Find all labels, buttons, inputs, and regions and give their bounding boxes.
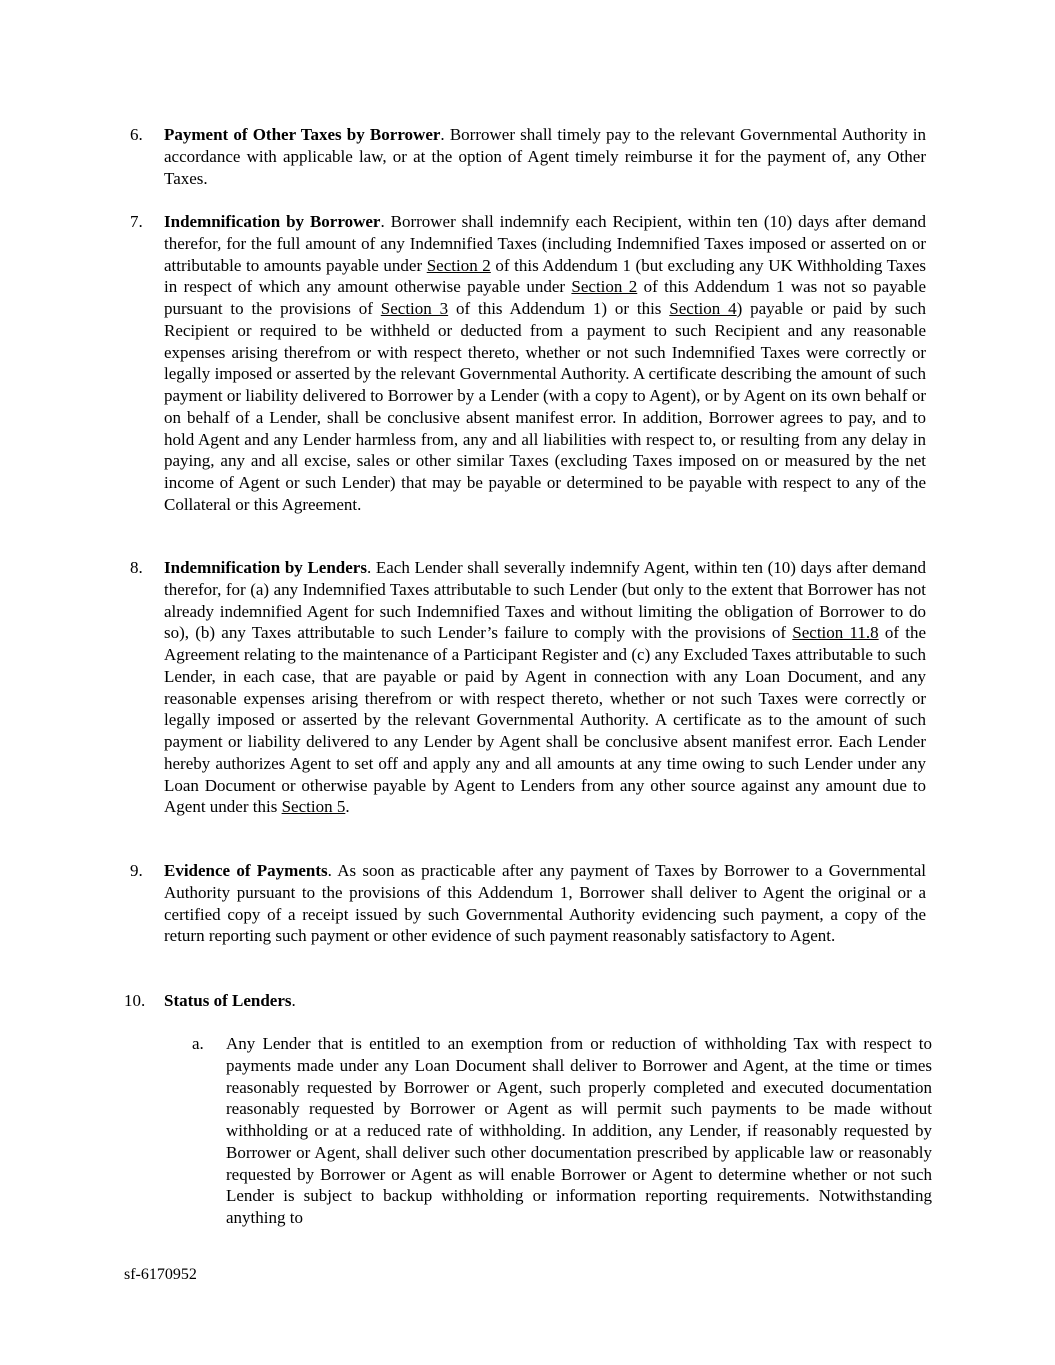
clause-text	[164, 860, 926, 947]
clause-heading: Evidence of Payments	[164, 861, 328, 880]
clause-number: 6.	[130, 125, 143, 144]
subclause-a	[192, 1033, 932, 1229]
clause-text	[164, 211, 926, 516]
clause-6	[130, 124, 926, 189]
clause-number: 8.	[130, 558, 143, 577]
clause-body: . Borrower shall indemnify each Recipient, within ten (10) days after demand therefor, for the full amount of any Indemnified Taxes (including Indemnified Taxes imposed or asserted on or attributable to amounts payable under	[164, 212, 927, 275]
clause-heading: Indemnification by Borrower	[164, 212, 381, 231]
clause-body: of this Addendum 1 was not so payable pursuant to the provisions of	[164, 277, 927, 318]
clause-body: .	[291, 991, 296, 1010]
clause-body: . Borrower shall timely pay to the relevant Governmental Authority in accordance with applicable law, or at the option of Agent timely reimburse it for the payment of, any Other Taxes.	[164, 125, 926, 188]
clause-body: . Each Lender shall severally indemnify Agent, within ten (10) days after demand therefor, for (a) any Indemnified Taxes attributable to such Lender (but only to the extent that Borrower has not already indemnified Agent for such Indemnified Taxes and without limiting the obligation of Borrower to do so), (b) any Taxes attributable to such Lender’s failure to comply with the provisions of	[164, 558, 926, 643]
section-reference: Section 2	[426, 255, 491, 275]
clause-body: of the Agreement relating to the maintenance of a Participant Register and (c) any Excluded Taxes attributable to such Lender, in each case, that are payable or paid by Agent in connection with any Loan Document, and any reasonable expenses arising therefrom or with respect thereto, whether or not such Taxes were correctly or legally imposed or asserted by the relevant Governmental Authority. A certificate as to the amount of such payment or liability delivered to any Lender by Agent shall be conclusive absent manifest error. Each Lender hereby authorizes Agent to set off and apply any and all amounts at any time owing to such Lender under any Loan Document or otherwise payable by Agent to Lenders from any other source against any amount due to Agent under this	[164, 623, 926, 817]
clause-body: of this Addendum 1) or this	[448, 299, 670, 318]
section-reference: Section 5	[281, 797, 346, 817]
section-reference: Section 3	[380, 299, 449, 318]
clause-text	[164, 557, 926, 818]
section-reference: Section 4	[669, 299, 737, 318]
clause-10	[124, 990, 926, 1012]
subclause-text: Any Lender that is entitled to an exemption from or reduction of withholding Tax with respect to payments made under any Loan Document shall deliver to Borrower and Agent, at the time or times reasonably requested by Borrower or Agent, such properly completed and executed documentation reasonably requested by Borrower or Agent as will permit such payments to be made without withholding or at a reduced rate of withholding. In addition, any Lender, if reasonably requested by Borrower or Agent, shall deliver such other documentation prescribed by applicable law or reasonably requested by Borrower or Agent as will enable Borrower or Agent to determine whether or not such Lender is subject to backup withholding or information reporting requirements. Notwithstanding anything to	[226, 1034, 932, 1227]
clause-heading: Indemnification by Lenders	[164, 558, 367, 577]
clause-body: ) payable or paid by such Recipient or required to be withheld or deducted from a payment to such Recipient and any reasonable expenses arising therefrom or with respect thereto, whether or not such Indemnified Taxes were correctly or legally imposed or asserted by the relevant Governmental Authority. A certificate describing the amount of such payment or liability delivered to Borrower by a Lender (with a copy to Agent), or by Agent on its own behalf or on behalf of a Lender, shall be conclusive absent manifest error. In addition, Borrower agrees to pay, and to hold Agent and any Lender harmless from, any and all liabilities with respect to, or resulting from any delay in paying, any and all excise, sales or other similar Taxes (excluding Taxes imposed on or measured by the net income of Agent or such Lender) that may be payable or determined to be payable with respect to any of the Collateral or this Agreement.	[164, 299, 926, 514]
clause-number: 7.	[130, 212, 143, 231]
clause-number: 9.	[130, 861, 143, 880]
clause-number: 10.	[124, 991, 146, 1010]
clause-text	[164, 124, 926, 189]
clause-heading: Payment of Other Taxes by Borrower	[164, 125, 441, 144]
clause-9	[130, 860, 926, 947]
document-id-footer: sf-6170952	[124, 1266, 197, 1283]
clause-heading: Status of Lenders	[164, 991, 292, 1010]
clause-text	[164, 990, 926, 1012]
subclause-letter: a.	[192, 1034, 204, 1053]
section-reference: Section 11.8	[792, 623, 879, 643]
clause-8	[130, 557, 926, 818]
clause-body: of this Addendum 1 (but excluding any UK Withholding Taxes in respect of which any amount otherwise payable under	[164, 255, 926, 297]
section-reference: Section 2	[571, 277, 638, 297]
clause-7	[130, 211, 926, 516]
clause-body: . As soon as practicable after any payment of Taxes by Borrower to a Governmental Authority pursuant to the provisions of this Addendum 1, Borrower shall deliver to Agent the original or a certified copy of a receipt issued by such Governmental Authority evidencing such payment, a copy of the return reporting such payment or other evidence of such payment reasonably satisfactory to Agent.	[164, 861, 926, 946]
clause-body: .	[345, 797, 350, 817]
